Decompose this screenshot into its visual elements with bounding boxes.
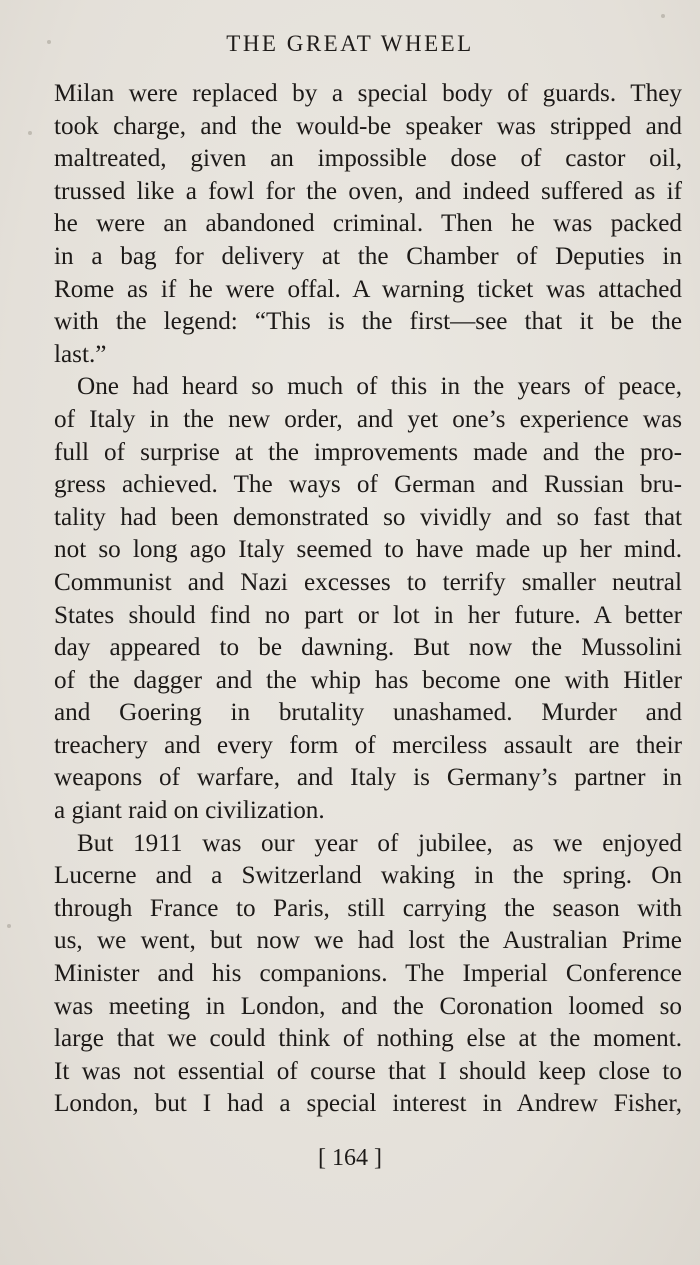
body-text <box>54 78 682 1121</box>
text-line: London, but I had a special interest in Andrew Fisher, <box>54 1090 682 1118</box>
text-line: Lucerne and a Switzerland waking in the spring. On <box>54 862 682 890</box>
text-line: trussed like a fowl for the oven, and indeed suffered as if <box>54 177 682 205</box>
text-line: Rome as if he were offal. A warning ticket was attached <box>54 275 682 303</box>
text-line: treachery and every form of merciless assault are their <box>54 731 682 759</box>
text-line: us, we went, but now we had lost the Australian Prime <box>54 927 682 955</box>
text-line: of the dagger and the whip has become one with Hitler <box>54 666 682 694</box>
text-line: maltreated, given an impossible dose of castor oil, <box>54 145 682 173</box>
text-line: large that we could think of nothing else at the moment. <box>54 1025 682 1053</box>
text-line: last.” <box>54 340 107 368</box>
text-line: with the legend: “This is the first—see that it be the <box>54 308 682 336</box>
text-line: was meeting in London, and the Coronation loomed so <box>54 992 682 1020</box>
text-line: through France to Paris, still carrying the season with <box>54 894 682 922</box>
text-line: full of surprise at the improvements made and the pro- <box>54 438 682 466</box>
text-line: One had heard so much of this in the years of peace, <box>77 373 682 401</box>
paper-speck <box>28 131 32 135</box>
text-line: in a bag for delivery at the Chamber of Deputies in <box>54 242 682 270</box>
running-head: THE GREAT WHEEL <box>226 31 474 56</box>
text-line: a giant raid on civilization. <box>54 797 325 825</box>
text-line: Minister and his companions. The Imperial Conference <box>54 960 682 988</box>
paper-speck <box>661 14 665 18</box>
text-line: Communist and Nazi excesses to terrify smaller neutral <box>54 568 682 596</box>
text-line: of Italy in the new order, and yet one’s experience was <box>54 405 682 433</box>
page-number: [ 164 ] <box>318 1145 382 1171</box>
text-line: Milan were replaced by a special body of guards. They <box>54 80 682 107</box>
text-line: he were an abandoned criminal. Then he was packed <box>54 210 682 238</box>
text-line: tality had been demonstrated so vividly and so fast that <box>54 503 682 531</box>
paper-speck <box>7 924 11 928</box>
text-line: not so long ago Italy seemed to have made up her mind. <box>54 536 682 564</box>
text-line: took charge, and the would-be speaker was stripped and <box>54 112 682 140</box>
text-line: day appeared to be dawning. But now the Mussolini <box>54 634 682 662</box>
text-line: But 1911 was our year of jubilee, as we enjoyed <box>77 829 682 857</box>
text-line: weapons of warfare, and Italy is Germany’s partner in <box>54 764 682 792</box>
text-line: States should find no part or lot in her future. A better <box>54 601 682 629</box>
text-line: and Goering in brutality unashamed. Murder and <box>54 699 682 727</box>
text-line: gress achieved. The ways of German and Russian bru- <box>54 471 682 499</box>
text-line: It was not essential of course that I should keep close to <box>54 1057 682 1085</box>
